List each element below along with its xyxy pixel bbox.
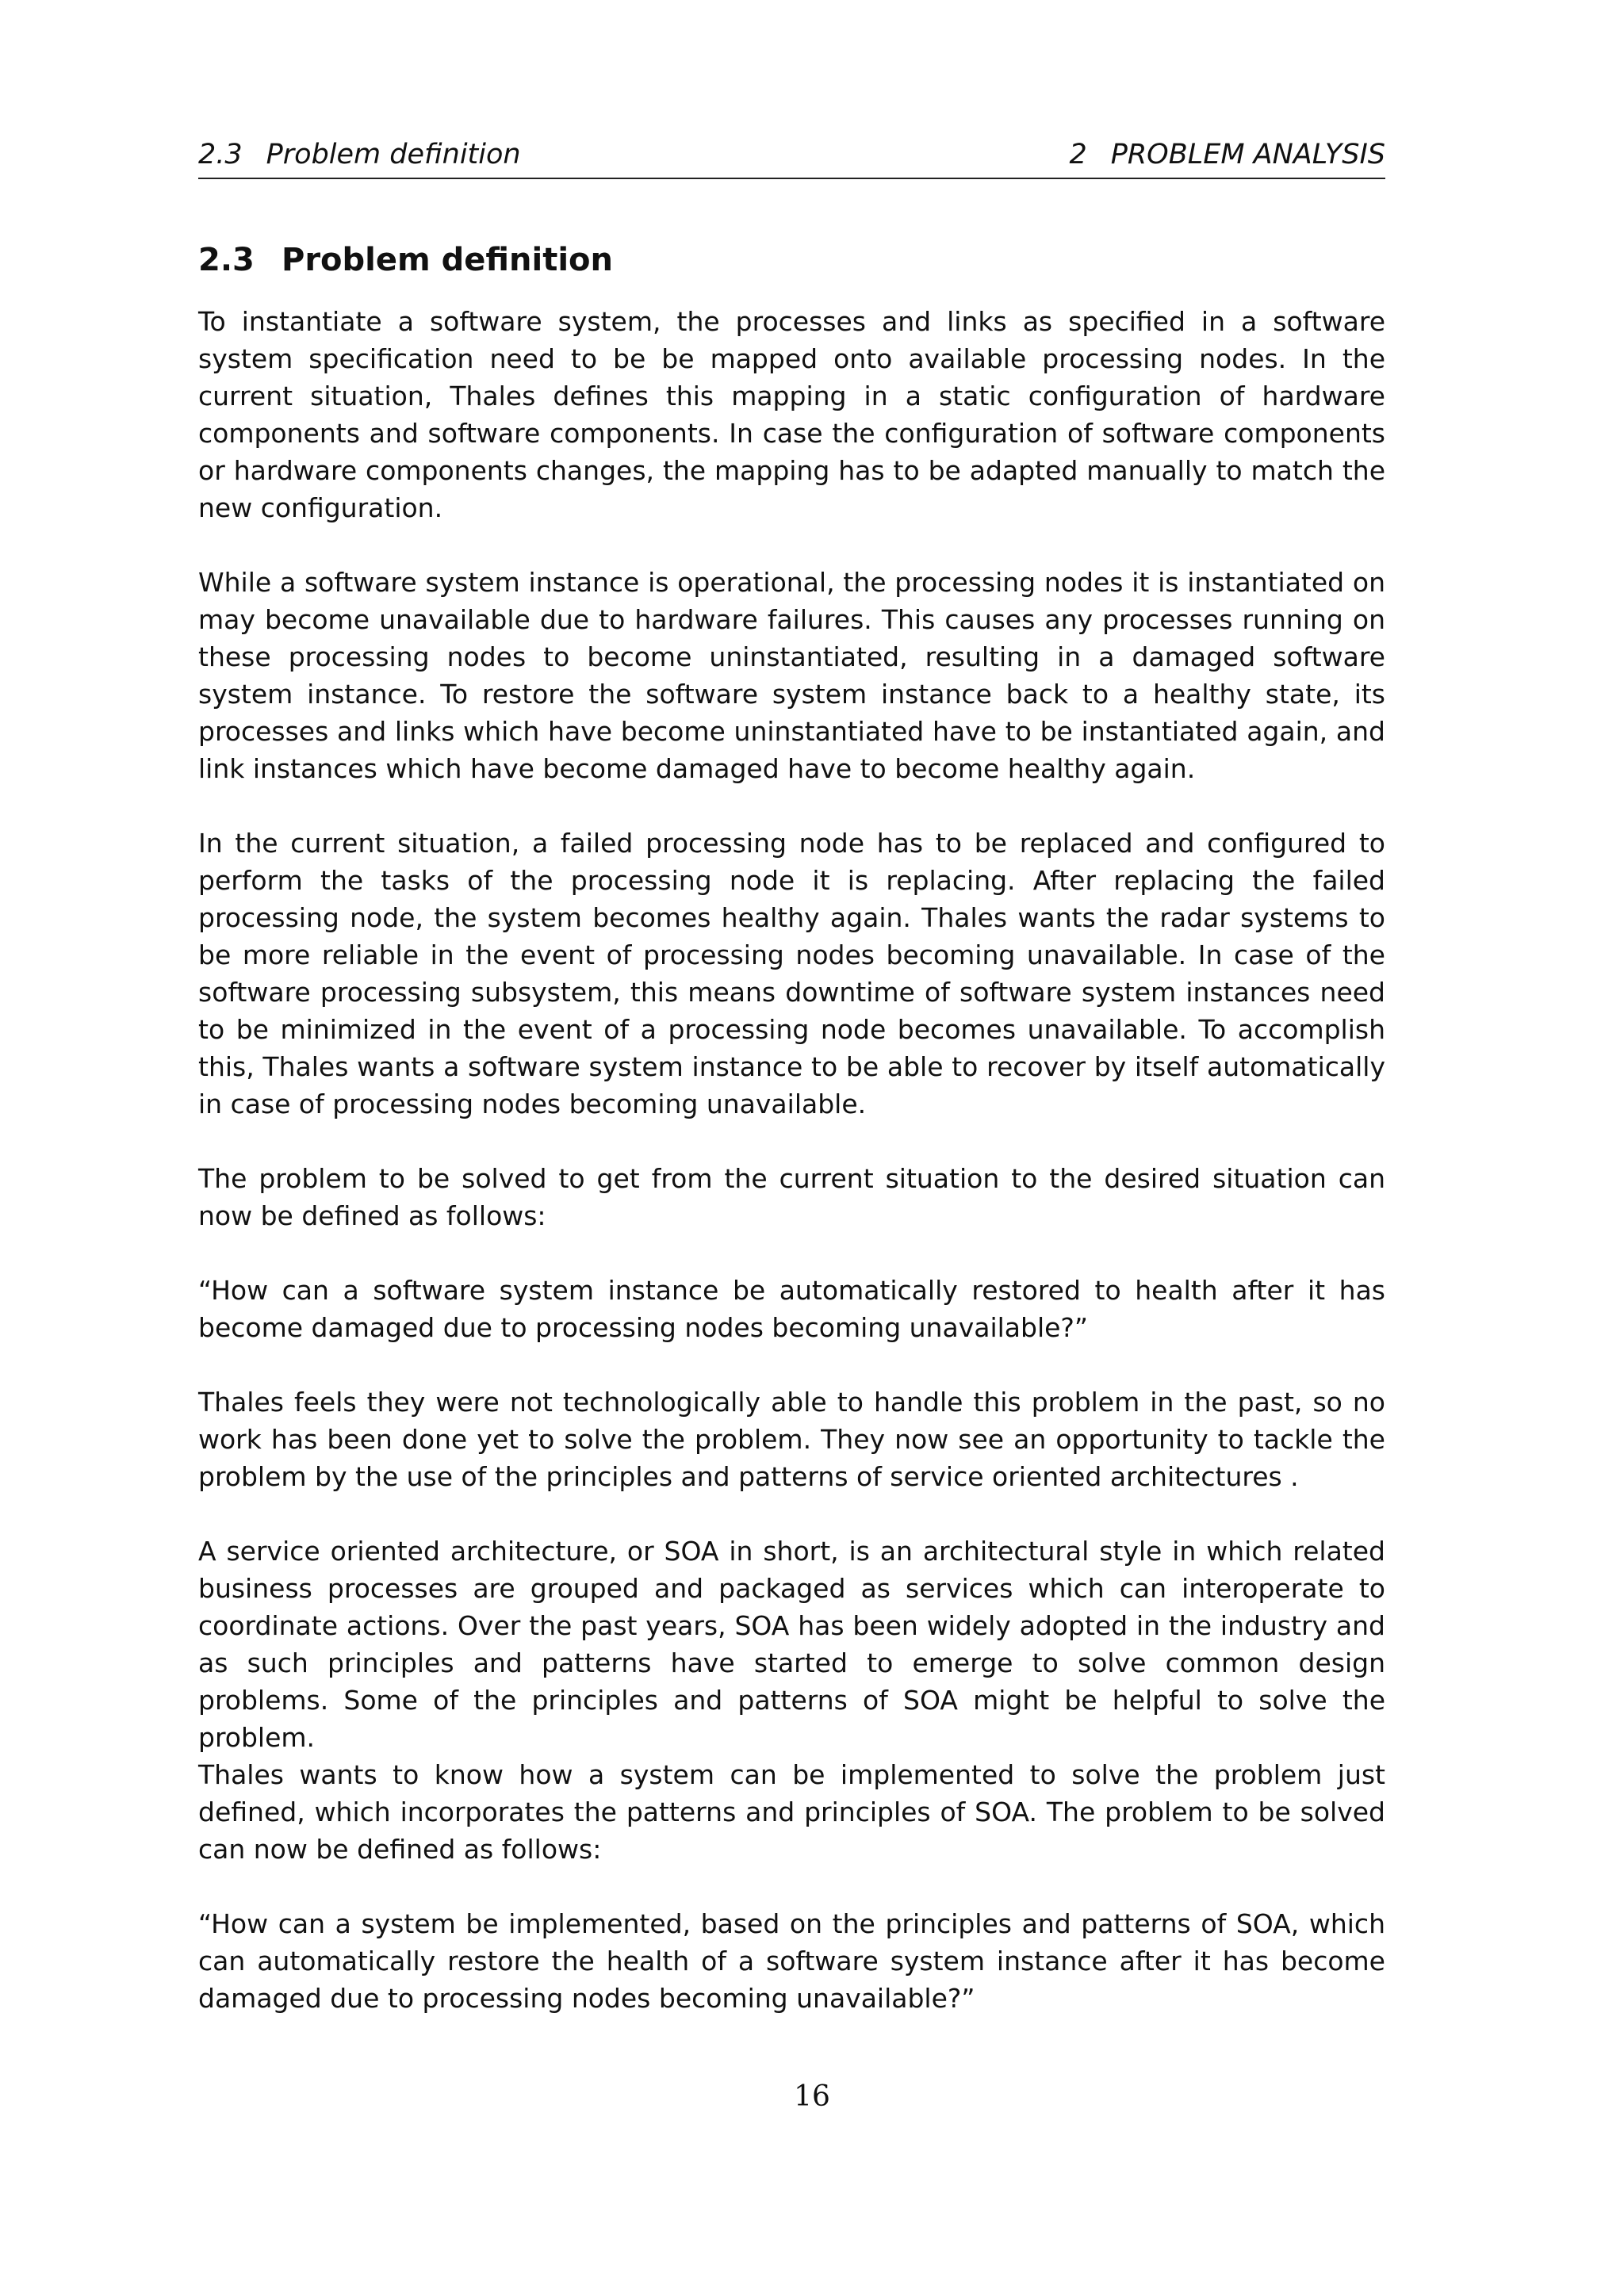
paragraph: Thales feels they were not technologically able to handle this problem in the past, so no work has been done yet to solve the problem. They now see an opportunity to tackle the problem by the use of the principles and patterns of service oriented architectures . (198, 1387, 1385, 1492)
paragraph: The problem to be solved to get from the current situation to the desired situation can now be defined as follows: (198, 1163, 1385, 1231)
paragraph: While a software system instance is operational, the processing nodes it is instantiated on may become unavailable due to hardware failures. This causes any processes running on these processing nodes to become uninstantiated, resulting in a damaged software system instance. To restore the software system instance back to a healthy state, its processes and links which have become uninstantiated have to be instantiated again, and link instances which have become damaged have to become healthy again. (198, 567, 1385, 784)
running-header-chapter-number: 2 (1069, 139, 1087, 170)
running-header-section-number: 2.3 (198, 139, 243, 170)
paragraph: To instantiate a software system, the processes and links as specified in a software system specification need to be be mapped onto available processing nodes. In the current situation, Thales defines this mapping in a static configuration of hardware components and software components. In case the configuration of software components or hardware components changes, the mapping has to be adapted manually to match the new configuration. (198, 306, 1385, 523)
running-header-chapter (1069, 135, 1385, 174)
running-header-section (198, 135, 521, 174)
paragraph: In the current situation, a failed processing node has to be replaced and configured to perform the tasks of the processing node it is replacing. After replacing the failed processing node, the system becomes healthy again. Thales wants the radar systems to be more reliable in the event of processing nodes becoming unavailable. In case of the software processing subsystem, this means downtime of software system instances need to be minimized in the event of a processing node becomes unavailable. To accomplish this, Thales wants a software system instance to be able to recover by itself automatically in case of processing nodes becoming unavailable. (198, 828, 1385, 1119)
running-header-chapter-title: PROBLEM ANALYSIS (1110, 139, 1385, 170)
running-header-section-title: Problem definition (266, 139, 521, 170)
running-header (198, 135, 1385, 179)
paragraph: Thales wants to know how a system can be implemented to solve the problem just defined, which incorporates the patterns and principles of SOA. The problem to be solved can now be defined as follows: (198, 1759, 1385, 1865)
paragraph: A service oriented architecture, or SOA in short, is an architectural style in which related business processes are grouped and packaged as services which can interoperate to coordinate actions. Over the past years, SOA has been widely adopted in the industry and as such principles and patterns have started to emerge to solve common design problems. Some of the principles and patterns of SOA might be helpful to solve the problem. (198, 1536, 1385, 1753)
refined-problem-statement-quote: “How can a system be implemented, based on the principles and patterns of SOA, which can automatically restore the health of a software system instance after it has become damaged due to processing nodes becoming unavailable?” (198, 1908, 1385, 2014)
problem-statement-quote: “How can a software system instance be automatically restored to health after it has become damaged due to processing nodes becoming unavailable?” (198, 1275, 1385, 1343)
section-title: Problem definition (282, 242, 613, 278)
section-heading (198, 238, 1385, 282)
page-number: 16 (794, 2080, 830, 2113)
page-content (198, 238, 1385, 2054)
section-number: 2.3 (198, 242, 255, 278)
